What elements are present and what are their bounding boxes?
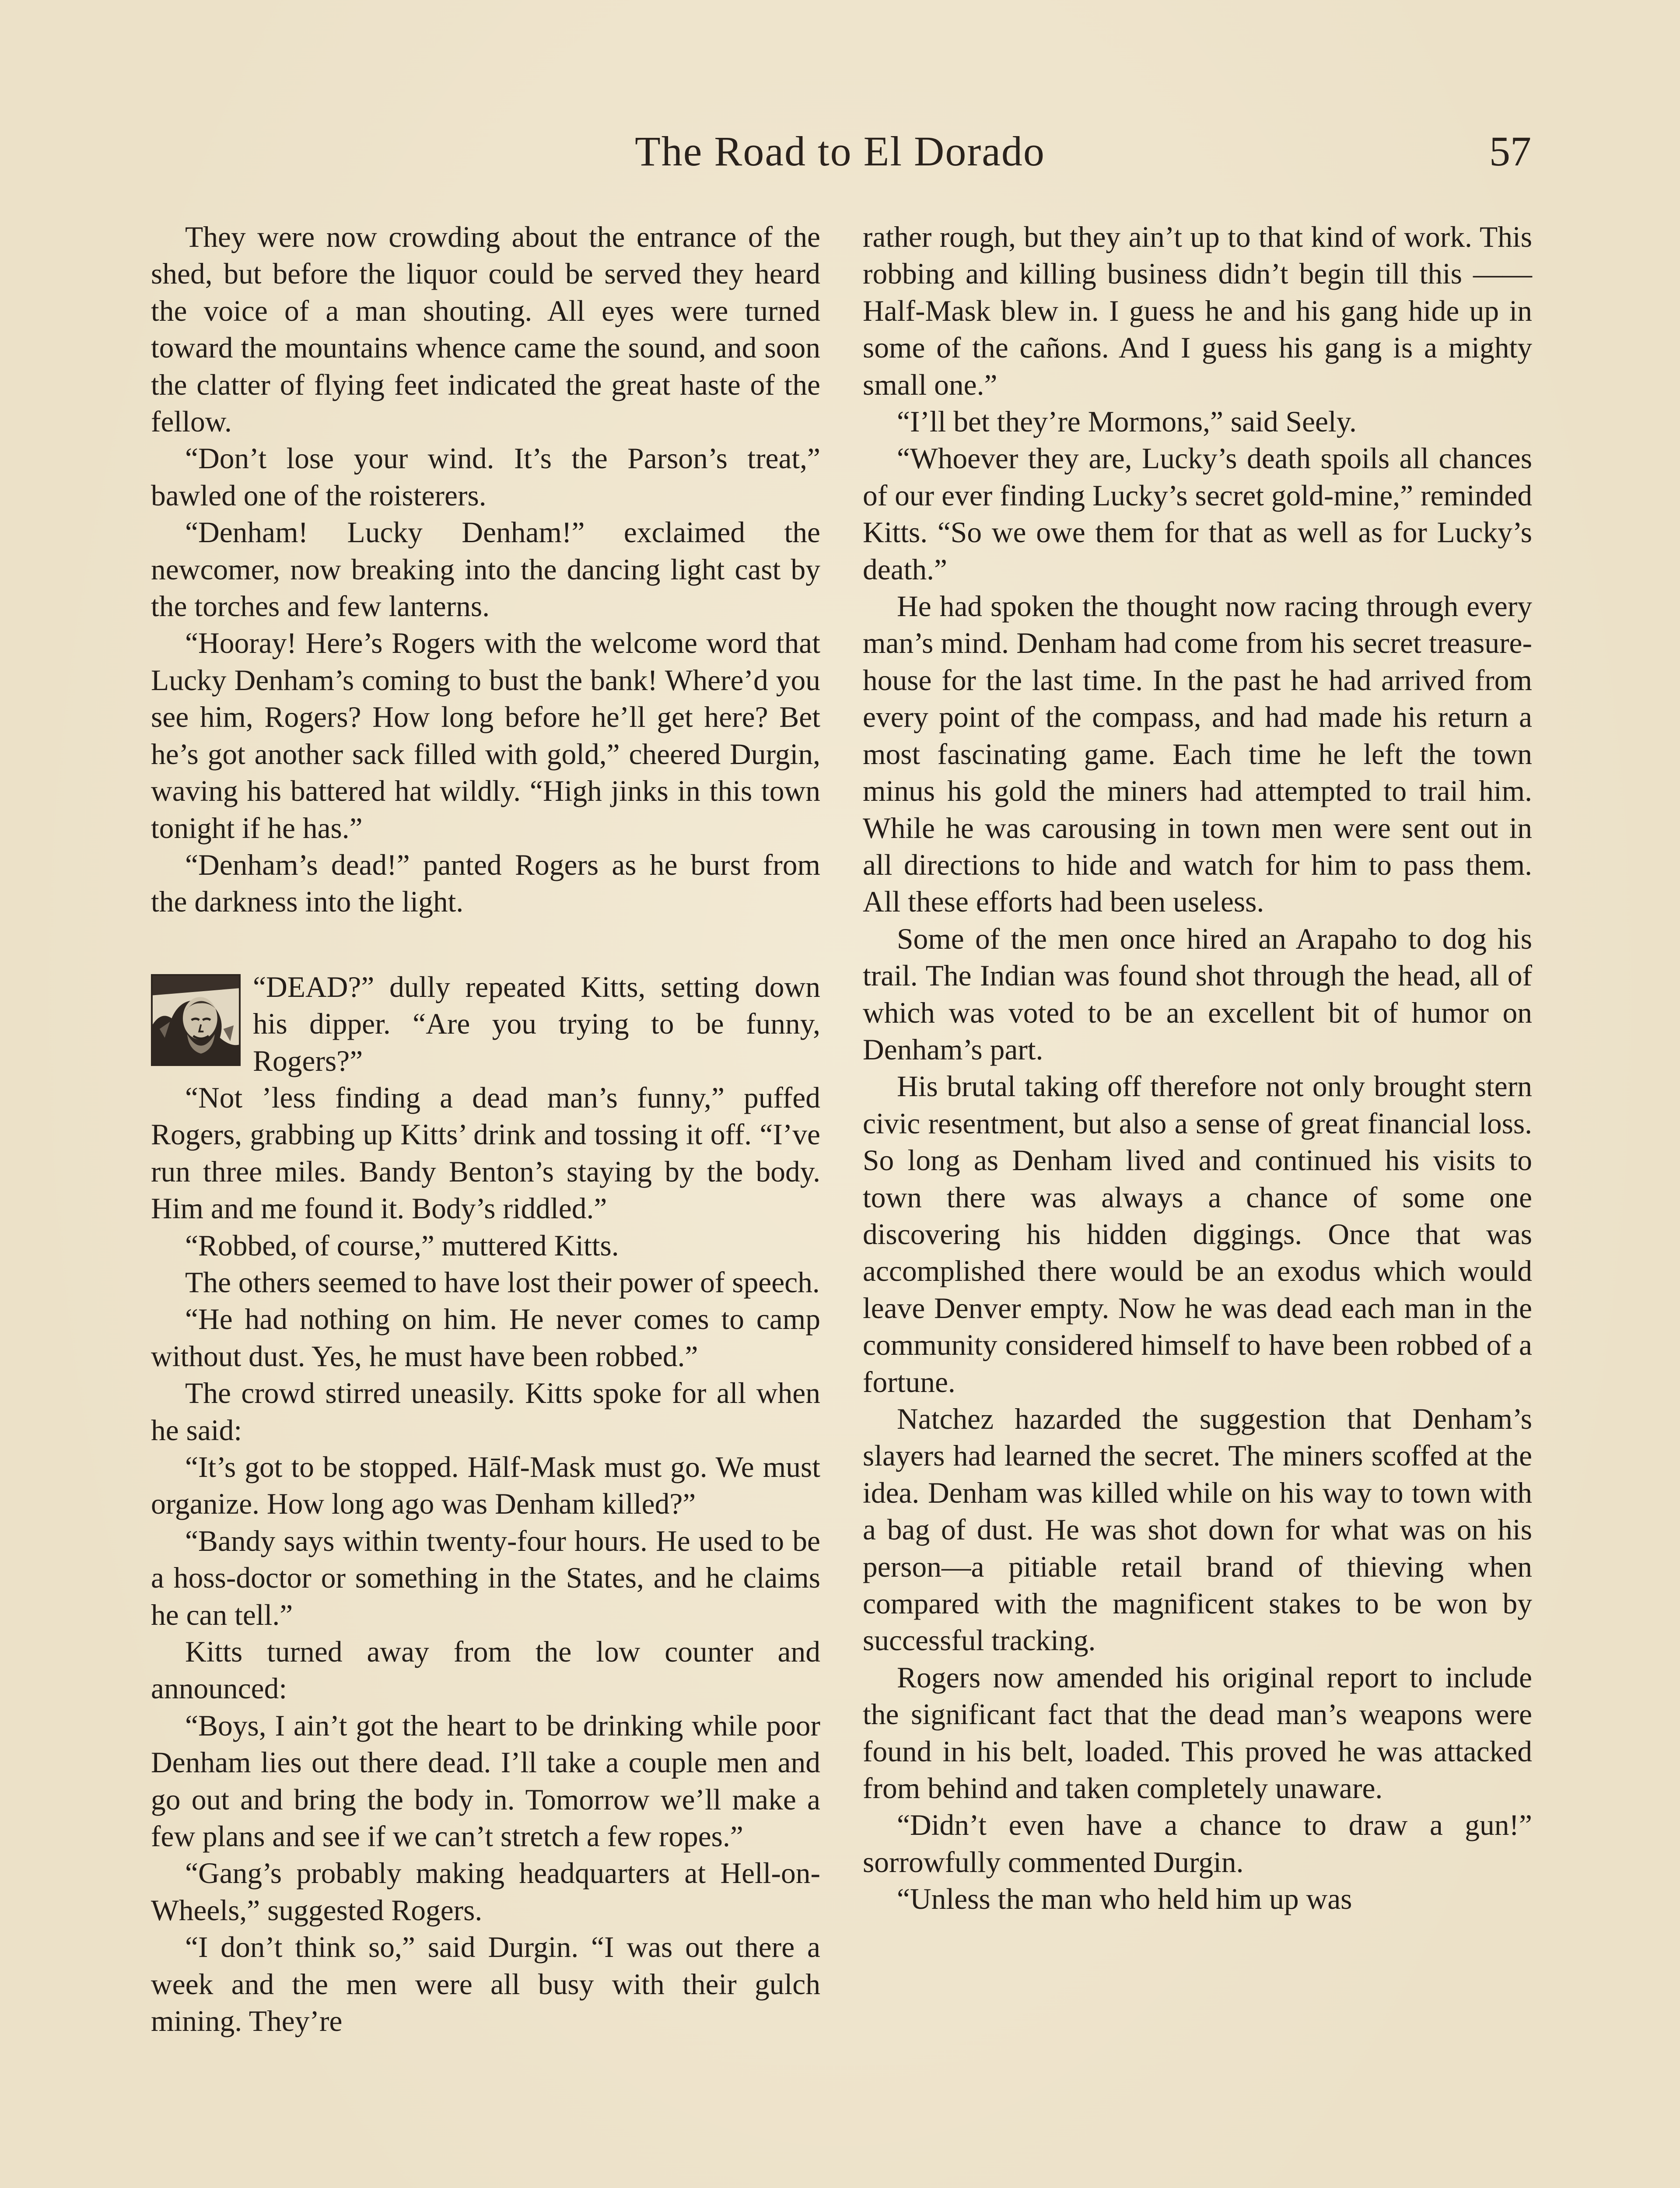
right-column <box>863 219 1532 1918</box>
paragraph: Kitts turned away from the low counter and announced: <box>151 1635 820 1705</box>
dropcap-paragraph-text: “DEAD?” dully repeated Kitts, setting down his dipper. “Are you trying to be funny, Rogers?” <box>253 970 820 1077</box>
paragraph: “Robbed, of course,” muttered Kitts. <box>185 1229 619 1262</box>
paragraph: Natchez hazarded the suggestion that Denham’s slayers had learned the secret. The miners scoffed at the idea. Denham was killed while on his way to town with a bag of dust. He was shot down for what was on his person—a pitiable retail brand of thieving when compared with the magnificent stakes to be won by successful tracking. <box>863 1403 1532 1657</box>
paragraph: “Didn’t even have a chance to draw a gun!” sorrowfully commented Durgin. <box>863 1809 1532 1879</box>
page-number: 57 <box>1489 128 1531 175</box>
paragraph: “He had nothing on him. He never comes to camp without dust. Yes, he must have been robbed.” <box>151 1303 820 1373</box>
paragraph: “I’ll bet they’re Mormons,” said Seely. <box>897 405 1357 438</box>
paragraph: “Don’t lose your wind. It’s the Parson’s treat,” bawled one of the roisterers. <box>151 442 820 512</box>
paragraph: “Bandy says within twenty-four hours. He used to be a hoss-doctor or something in the States, and he claims he can tell.” <box>151 1524 820 1631</box>
paragraph: The others seemed to have lost their power of speech. <box>185 1266 820 1299</box>
section-break <box>151 921 820 969</box>
paragraph: Rogers now amended his original report to include the significant fact that the dead man’s weapons were found in his belt, loaded. This proved he was attacked from behind and taken completely unaware. <box>863 1661 1532 1805</box>
left-column <box>151 219 820 2040</box>
paragraph: “Unless the man who held him up was <box>897 1883 1352 1916</box>
dropcap-paragraph <box>151 969 820 1080</box>
paragraph: They were now crowding about the entrance of the shed, but before the liquor could be served they heard the voice of a man shouting. All eyes were turned toward the mountains whence came the sound, and soon the clatter of flying feet indicated the great haste of the fellow. <box>151 221 820 438</box>
paragraph-continuation: rather rough, but they ain’t up to that kind of work. This robbing and killing business didn’t begin till this —— Half-Mask blew in. I guess he and his gang hide up in some of the cañons. And I guess his gang is a mighty small one.” <box>863 221 1532 401</box>
decorative-portrait-initial <box>151 974 241 1066</box>
paragraph: “Denham! Lucky Denham!” exclaimed the newcomer, now breaking into the dancing light cast by the torches and few lanterns. <box>151 516 820 623</box>
paragraph: “Hooray! Here’s Rogers with the welcome word that Lucky Denham’s coming to bust the bank! Where’d you see him, Rogers? How long before he’ll get here? Bet he’s got another sack filled with gold,” cheered Durgin, waving his battered hat wildly. “High jinks in this town tonight if he has.” <box>151 627 820 845</box>
paragraph: He had spoken the thought now racing through every man’s mind. Denham had come from his secret treasure-house for the last time. In the past he had arrived from every point of the compass, and had made his return a most fascinating game. Each time he left the town minus his gold the miners had attempted to trail him. While he was carousing in town men were sent out in all directions to hide and watch for him to pass them. All these efforts had been useless. <box>863 590 1532 919</box>
paragraph: “Denham’s dead!” panted Rogers as he burst from the darkness into the light. <box>151 848 820 919</box>
paragraph: Some of the men once hired an Arapaho to dog his trail. The Indian was found shot through the head, all of which was voted to be an excellent bit of humor on Denham’s part. <box>863 922 1532 1066</box>
paragraph: “Gang’s probably making headquarters at Hell-on-Wheels,” suggested Rogers. <box>151 1857 820 1927</box>
paragraph: “Not ’less finding a dead man’s funny,” puffed Rogers, grabbing up Kitts’ drink and tossing it off. “I’ve run three miles. Bandy Benton’s staying by the body. Him and me found it. Body’s riddled.” <box>151 1081 820 1225</box>
running-head <box>0 127 1680 184</box>
paragraph: “Whoever they are, Lucky’s death spoils all chances of our ever finding Lucky’s secret gold-mine,” reminded Kitts. “So we owe them for that as well as for Lucky’s death.” <box>863 442 1532 586</box>
paragraph: The crowd stirred uneasily. Kitts spoke for all when he said: <box>151 1377 820 1447</box>
paragraph: His brutal taking off therefore not only brought stern civic resentment, but also a sense of great financial loss. So long as Denham lived and continued his visits to town there was always a chance of some one discovering his hidden diggings. Once that was accomplished there would be an exodus which would leave Denver empty. Now he was dead each man in the community considered himself to have been robbed of a fortune. <box>863 1070 1532 1399</box>
page-title: The Road to El Dorado <box>635 128 1045 175</box>
paragraph: “Boys, I ain’t got the heart to be drinking while poor Denham lies out there dead. I’ll take a couple men and go out and bring the body in. Tomorrow we’ll make a few plans and see if we can’t stretch a few ropes.” <box>151 1709 820 1853</box>
paragraph: “It’s got to be stopped. Hālf-Mask must go. We must organize. How long ago was Denham killed?” <box>151 1451 820 1521</box>
paragraph: “I don’t think so,” said Durgin. “I was out there a week and the men were all busy with their gulch mining. They’re <box>151 1931 820 2038</box>
